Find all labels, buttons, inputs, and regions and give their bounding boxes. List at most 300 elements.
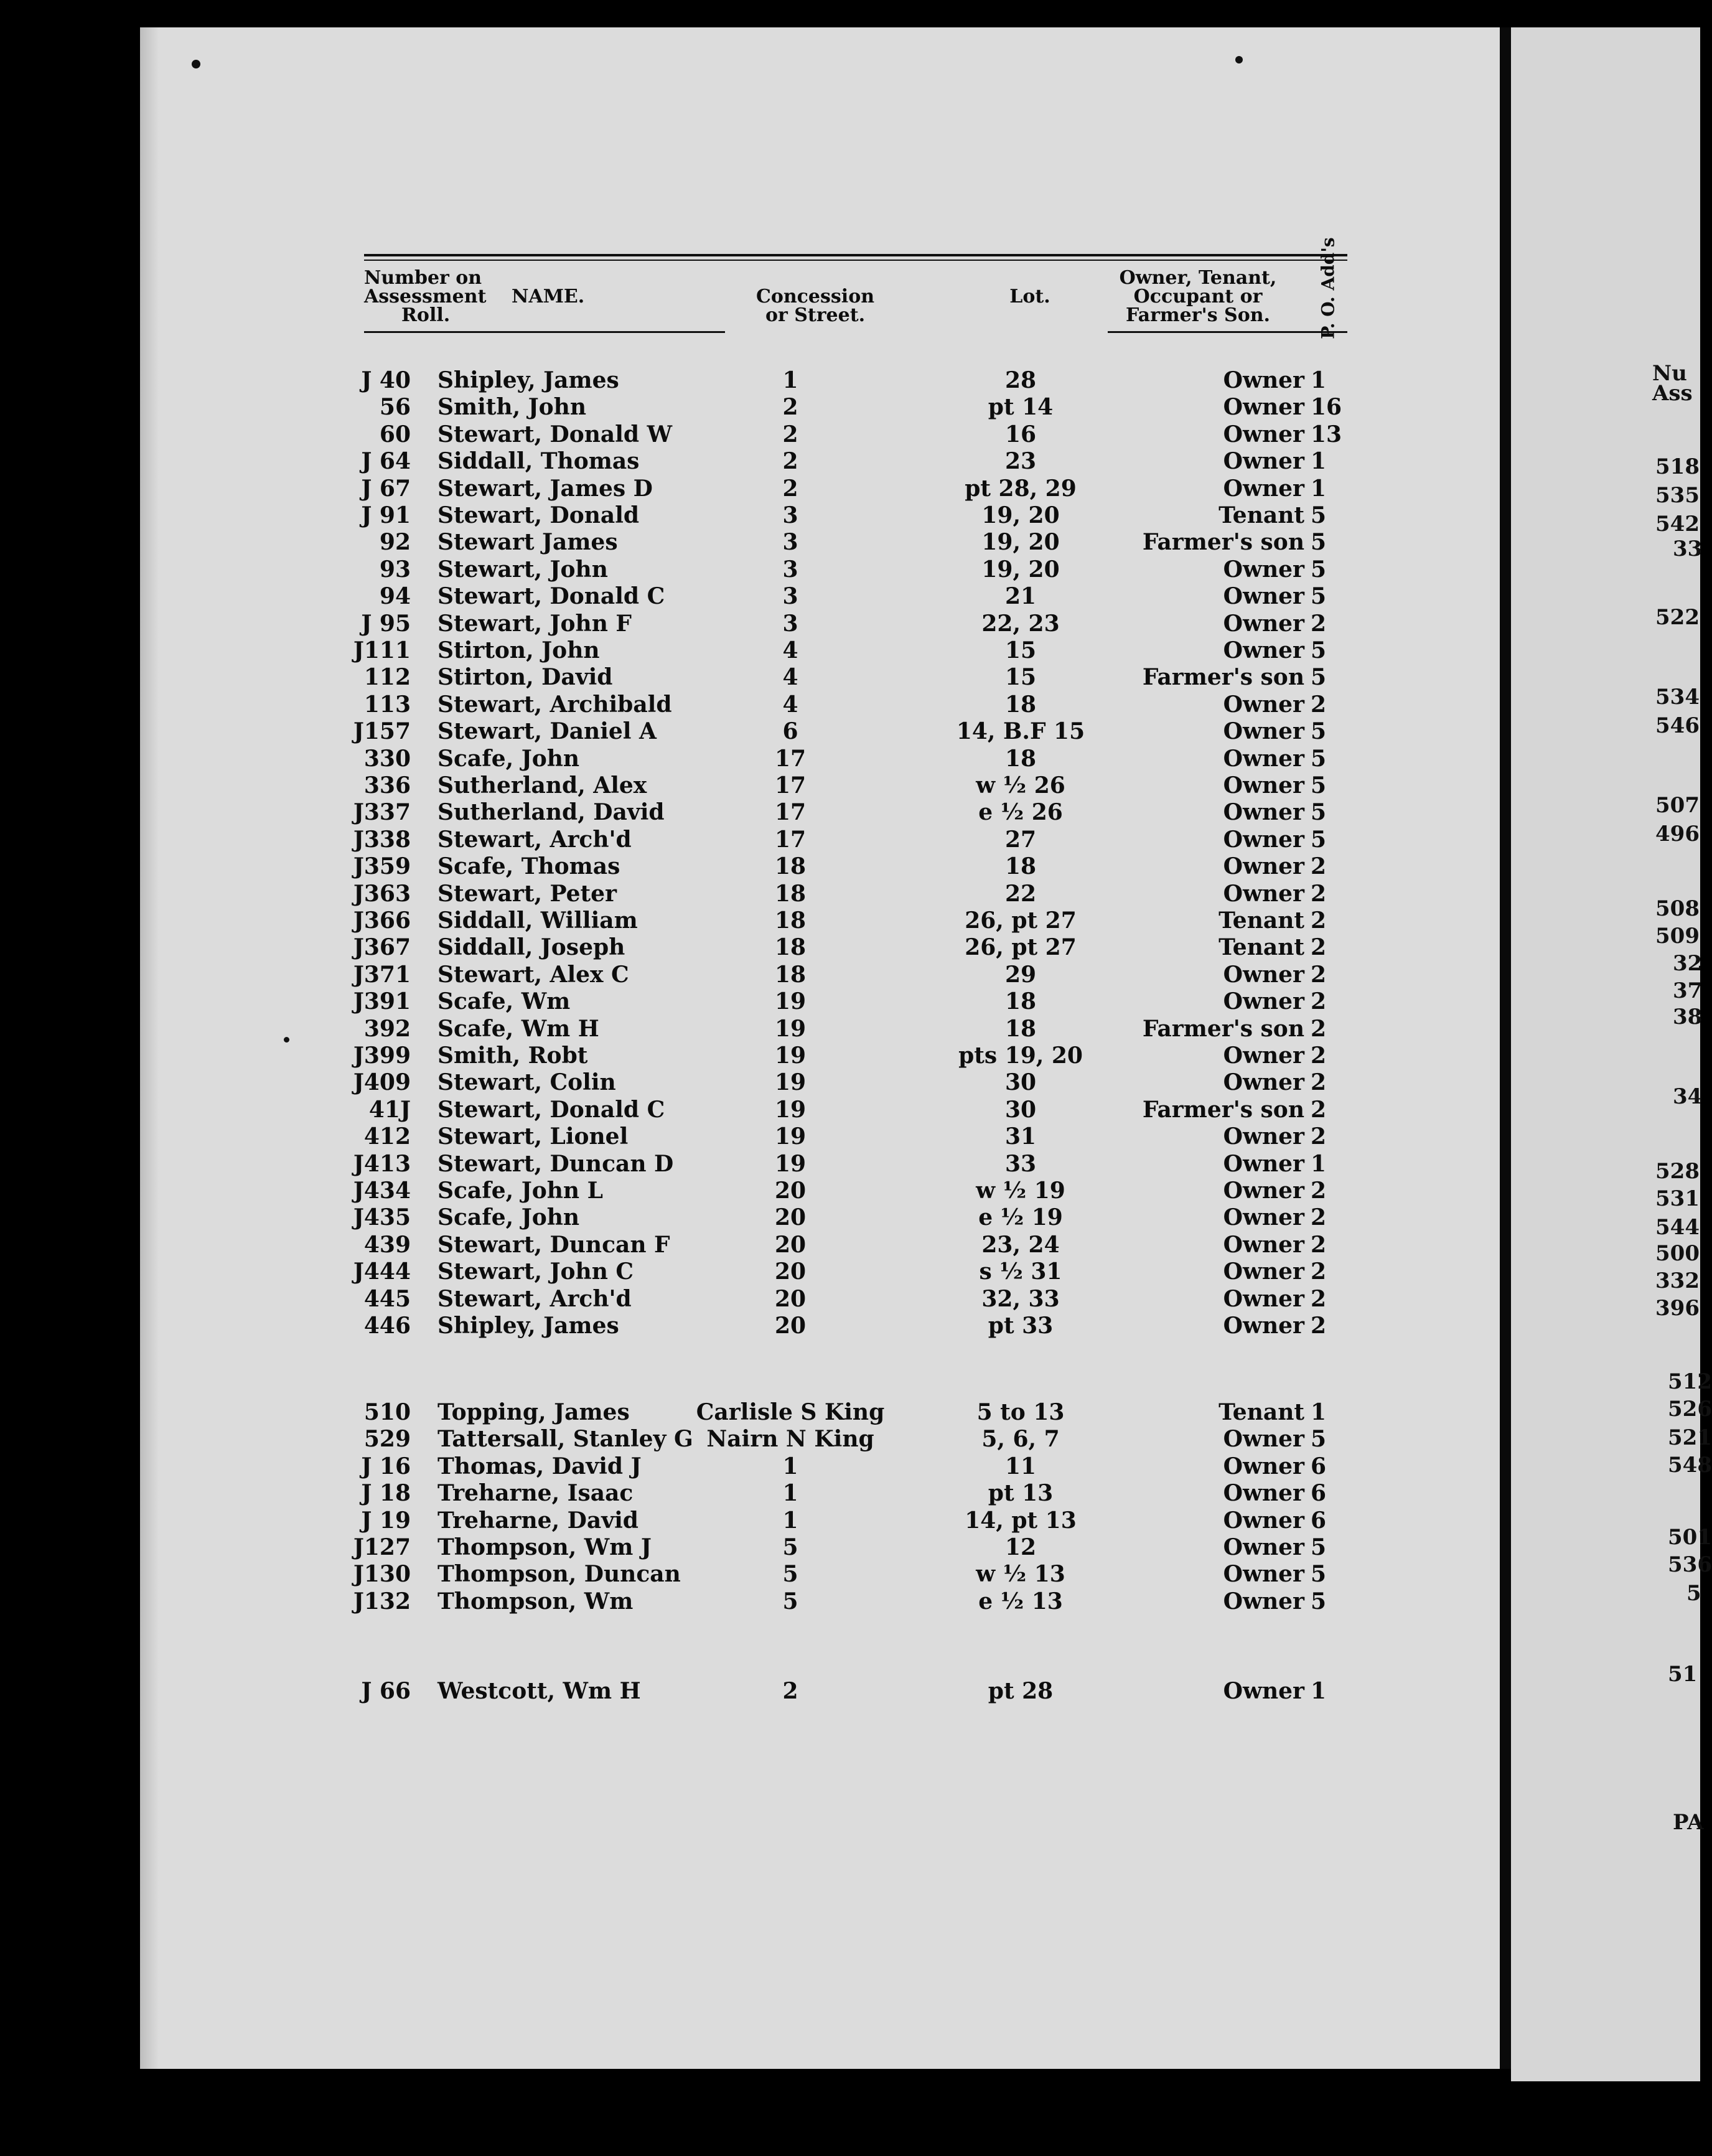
row-lot: 18 [1004, 745, 1037, 772]
row-concession: 20 [774, 1178, 807, 1204]
row-po-address: 2 [1311, 961, 1327, 988]
row-status: Tenant [1219, 1399, 1304, 1425]
adjacent-page-text: 501 [1668, 1525, 1712, 1550]
row-name: Treharne, Isaac [437, 1480, 634, 1507]
row-lot: 12 [1004, 1534, 1037, 1560]
row-lot: pt 13 [988, 1480, 1054, 1507]
row-lot: 21 [1004, 583, 1037, 610]
row-name: Siddall, Joseph [437, 934, 625, 961]
row-name: Smith, Robt [437, 1043, 588, 1069]
row-number: J366 [353, 907, 411, 934]
row-status: Owner [1223, 1313, 1304, 1339]
row-concession: 1 [782, 1453, 798, 1479]
row-name: Stewart, Donald C [437, 1096, 665, 1123]
row-lot: 30 [1004, 1096, 1037, 1123]
row-name: Stirton, John [437, 637, 600, 663]
row-po-address: 2 [1311, 907, 1327, 934]
row-concession: 5 [782, 1534, 798, 1560]
row-concession: 3 [782, 610, 798, 637]
table-row [0, 1507, 1700, 1534]
row-po-address: 5 [1311, 583, 1327, 610]
header-concession-line: Concession [755, 286, 875, 307]
row-name: Stewart, Duncan F [437, 1231, 670, 1258]
row-po-address: 5 [1311, 1534, 1327, 1560]
row-concession: 17 [774, 799, 807, 826]
table-row [0, 529, 1700, 556]
row-status: Owner [1223, 421, 1304, 448]
row-lot: pt 28, 29 [965, 475, 1077, 502]
row-po-address: 2 [1311, 1178, 1327, 1204]
row-po-address: 6 [1311, 1453, 1327, 1479]
row-number: 92 [379, 529, 411, 556]
row-number: J359 [353, 853, 411, 880]
row-po-address: 1 [1311, 367, 1327, 393]
row-status: Owner [1223, 475, 1304, 502]
row-lot: 15 [1004, 664, 1037, 691]
row-concession: 2 [782, 1678, 798, 1704]
row-name: Tattersall, Stanley G [437, 1426, 693, 1453]
adjacent-page-text: 518 [1655, 454, 1700, 479]
row-concession: 5 [782, 1561, 798, 1588]
row-name: Stewart, Peter [437, 880, 617, 907]
row-name: Scafe, Thomas [437, 853, 620, 880]
table-row [0, 421, 1700, 448]
row-po-address: 5 [1311, 664, 1327, 691]
ink-speck [284, 1037, 289, 1043]
row-po-address: 5 [1311, 637, 1327, 663]
header-bottom-rule-right [1108, 331, 1347, 333]
adjacent-page-text: PA [1673, 1810, 1704, 1835]
row-lot: 18 [1004, 988, 1037, 1015]
row-name: Thomas, David J [437, 1453, 642, 1479]
adjacent-page-text: 544 [1655, 1215, 1700, 1240]
row-lot: 14, pt 13 [965, 1507, 1077, 1534]
row-number: 445 [363, 1285, 411, 1312]
adjacent-page-text: 38 [1673, 1005, 1703, 1029]
row-po-address: 2 [1311, 1043, 1327, 1069]
adjacent-page-text: 32 [1673, 951, 1703, 976]
row-number: 529 [363, 1426, 411, 1453]
row-lot: pt 14 [988, 394, 1054, 421]
row-number: J 95 [361, 610, 411, 637]
row-concession: 17 [774, 826, 807, 853]
row-po-address: 2 [1311, 880, 1327, 907]
row-concession: 19 [774, 1096, 807, 1123]
row-number: 510 [363, 1399, 411, 1425]
row-concession: 3 [782, 502, 798, 528]
table-row [0, 746, 1700, 772]
row-status: Owner [1223, 691, 1304, 718]
row-number: 336 [363, 772, 411, 799]
row-concession: 18 [774, 880, 807, 907]
row-name: Westcott, Wm H [437, 1678, 641, 1704]
header-po-address [1288, 237, 1369, 339]
row-number: J337 [353, 799, 411, 826]
row-lot: w ½ 26 [976, 772, 1065, 799]
row-name: Stewart, Daniel A [437, 718, 657, 745]
row-concession: 18 [774, 853, 807, 880]
row-concession: 19 [774, 988, 807, 1015]
ink-speck [192, 60, 200, 68]
table-row [0, 853, 1700, 880]
row-concession: 5 [782, 1588, 798, 1615]
row-status: Farmer's son [1142, 1096, 1304, 1123]
row-name: Scafe, Wm H [437, 1015, 599, 1042]
row-number: J435 [353, 1204, 411, 1231]
row-number: J444 [353, 1258, 411, 1285]
header-bottom-rule [364, 331, 725, 333]
row-concession: 1 [782, 1480, 798, 1507]
row-concession: 18 [774, 934, 807, 961]
row-name: Stewart, Donald W [437, 421, 673, 448]
row-status: Owner [1223, 1150, 1304, 1177]
table-row [0, 448, 1700, 475]
row-number: J409 [353, 1069, 411, 1096]
row-name: Stirton, David [437, 664, 613, 691]
row-name: Siddall, William [437, 907, 638, 934]
row-po-address: 2 [1311, 1204, 1327, 1231]
row-status: Owner [1223, 637, 1304, 663]
row-lot: 28 [1004, 367, 1037, 393]
row-lot: s ½ 31 [979, 1258, 1062, 1285]
row-lot: 19, 20 [981, 529, 1060, 556]
row-lot: 18 [1004, 1015, 1037, 1042]
row-concession: 4 [782, 691, 798, 718]
adjacent-page-text: 521 [1668, 1425, 1712, 1450]
row-lot: 22 [1004, 880, 1037, 907]
row-status: Owner [1223, 718, 1304, 745]
row-number: J 64 [361, 448, 411, 475]
row-lot: 31 [1004, 1123, 1037, 1150]
row-lot: 26, pt 27 [965, 934, 1077, 961]
row-name: Scafe, Wm [437, 988, 571, 1015]
header-owner-line: Farmer's Son. [1126, 304, 1270, 326]
table-row [0, 1313, 1700, 1339]
row-name: Stewart, Duncan D [437, 1150, 674, 1177]
row-concession: 17 [774, 745, 807, 772]
row-number: J391 [353, 988, 411, 1015]
row-status: Owner [1223, 853, 1304, 880]
row-status: Owner [1223, 1507, 1304, 1534]
table-row [0, 718, 1700, 745]
row-lot: 15 [1004, 637, 1037, 663]
row-status: Farmer's son [1142, 1015, 1304, 1042]
row-status: Owner [1223, 1178, 1304, 1204]
row-concession: Carlisle S King [696, 1399, 885, 1425]
adjacent-page-text: 5 [1686, 1581, 1701, 1606]
adjacent-page-text: 37 [1673, 978, 1703, 1003]
row-status: Owner [1223, 610, 1304, 637]
row-name: Stewart, John F [437, 610, 632, 637]
header-po-address-text: P. O. Add's [1318, 237, 1339, 339]
row-concession: 20 [774, 1258, 807, 1285]
row-name: Scafe, John [437, 745, 580, 772]
row-name: Stewart, Arch'd [437, 1285, 632, 1312]
row-name: Scafe, John [437, 1204, 580, 1231]
table-row [0, 1286, 1700, 1313]
table-row [0, 394, 1700, 421]
row-number: J127 [353, 1534, 411, 1560]
adjacent-page-text: 507 [1655, 793, 1700, 818]
table-row [0, 691, 1700, 718]
row-concession: 2 [782, 448, 798, 475]
row-number: 439 [363, 1231, 411, 1258]
row-po-address: 5 [1311, 1588, 1327, 1615]
row-po-address: 5 [1311, 799, 1327, 826]
row-name: Thompson, Wm [437, 1588, 634, 1615]
row-number: J 91 [361, 502, 411, 528]
row-name: Smith, John [437, 394, 587, 421]
row-concession: 20 [774, 1204, 807, 1231]
table-row [0, 1151, 1700, 1178]
header-name: NAME. [512, 286, 585, 307]
row-name: Shipley, James [437, 367, 619, 393]
row-name: Topping, James [437, 1399, 630, 1425]
row-number: J399 [353, 1043, 411, 1069]
header-number-line: Number on [364, 267, 482, 289]
row-number: 60 [379, 421, 411, 448]
adjacent-page-text: 522 [1655, 605, 1700, 630]
row-po-address: 5 [1311, 529, 1327, 556]
row-status: Owner [1223, 1258, 1304, 1285]
row-status: Tenant [1219, 907, 1304, 934]
adjacent-page-text: 542 [1655, 512, 1700, 537]
row-concession: 19 [774, 1043, 807, 1069]
table-row [0, 1678, 1700, 1705]
row-status: Tenant [1219, 502, 1304, 528]
adjacent-page-text: 548 [1668, 1453, 1712, 1478]
row-concession: 4 [782, 664, 798, 691]
row-name: Stewart, James D [437, 475, 653, 502]
table-row [0, 1123, 1700, 1150]
row-lot: w ½ 13 [976, 1561, 1065, 1588]
row-status: Owner [1223, 1534, 1304, 1560]
header-lot: Lot. [1009, 286, 1050, 307]
table-row [0, 1426, 1700, 1453]
row-po-address: 5 [1311, 502, 1327, 528]
row-status: Owner [1223, 1123, 1304, 1150]
row-status: Owner [1223, 1069, 1304, 1096]
row-status: Owner [1223, 799, 1304, 826]
row-po-address: 2 [1311, 610, 1327, 637]
row-po-address: 2 [1311, 1313, 1327, 1339]
row-number: J 67 [361, 475, 411, 502]
row-lot: e ½ 13 [978, 1588, 1063, 1615]
table-row [0, 1480, 1700, 1507]
table-row [0, 637, 1700, 664]
ink-speck [1235, 56, 1243, 63]
table-row [0, 1016, 1700, 1043]
row-status: Farmer's son [1142, 664, 1304, 691]
table-row [0, 1069, 1700, 1096]
table-row [0, 934, 1700, 961]
row-status: Owner [1223, 1231, 1304, 1258]
row-number: J 18 [361, 1480, 411, 1507]
table-row [0, 1588, 1700, 1615]
header-top-rule [364, 254, 1347, 256]
table-row [0, 881, 1700, 907]
row-number: 392 [363, 1015, 411, 1042]
row-lot: 33 [1004, 1150, 1037, 1177]
row-number: J371 [353, 961, 411, 988]
table-row [0, 772, 1700, 799]
row-name: Stewart, Donald C [437, 583, 665, 610]
row-lot: 5 to 13 [976, 1399, 1065, 1425]
row-status: Owner [1223, 988, 1304, 1015]
row-status: Owner [1223, 1426, 1304, 1453]
row-name: Treharne, David [437, 1507, 638, 1534]
row-number: 446 [363, 1313, 411, 1339]
adjacent-page-text: Ass [1652, 381, 1693, 406]
row-po-address: 2 [1311, 853, 1327, 880]
row-name: Stewart James [437, 529, 618, 556]
header-owner-line: Owner, Tenant, [1119, 267, 1277, 289]
row-po-address: 2 [1311, 1123, 1327, 1150]
row-name: Siddall, Thomas [437, 448, 640, 475]
row-po-address: 2 [1311, 988, 1327, 1015]
row-po-address: 1 [1311, 475, 1327, 502]
row-po-address: 16 [1311, 394, 1342, 421]
header-owner [1102, 269, 1294, 325]
adjacent-page-text: 33 [1673, 537, 1703, 561]
row-name: Shipley, James [437, 1313, 619, 1339]
row-concession: 20 [774, 1285, 807, 1312]
row-lot: pts 19, 20 [958, 1043, 1083, 1069]
adjacent-page-text: 536 [1668, 1552, 1712, 1577]
table-row [0, 1453, 1700, 1480]
row-status: Owner [1223, 448, 1304, 475]
row-concession: 3 [782, 583, 798, 610]
row-concession: 2 [782, 394, 798, 421]
header-number-line: Assessment [364, 286, 487, 307]
row-name: Stewart, Arch'd [437, 826, 632, 853]
row-status: Tenant [1219, 934, 1304, 961]
row-po-address: 13 [1311, 421, 1342, 448]
row-lot: e ½ 26 [978, 799, 1063, 826]
row-po-address: 2 [1311, 934, 1327, 961]
table-row [0, 664, 1700, 691]
row-number: 112 [363, 664, 411, 691]
row-concession: Nairn N King [706, 1426, 874, 1453]
row-concession: 19 [774, 1123, 807, 1150]
row-number: J 40 [361, 367, 411, 393]
row-lot: 26, pt 27 [965, 907, 1077, 934]
row-po-address: 2 [1311, 691, 1327, 718]
row-po-address: 6 [1311, 1507, 1327, 1534]
table-row [0, 476, 1700, 502]
row-po-address: 1 [1311, 1678, 1327, 1704]
row-concession: 17 [774, 772, 807, 799]
row-po-address: 5 [1311, 826, 1327, 853]
row-status: Owner [1223, 367, 1304, 393]
adjacent-page-text: 531 [1655, 1186, 1700, 1211]
row-concession: 2 [782, 475, 798, 502]
table-row [0, 1043, 1700, 1069]
row-po-address: 2 [1311, 1231, 1327, 1258]
row-concession: 19 [774, 1150, 807, 1177]
row-lot: 19, 20 [981, 556, 1060, 583]
table-row [0, 583, 1700, 610]
row-concession: 6 [782, 718, 798, 745]
row-number: 330 [363, 745, 411, 772]
row-concession: 19 [774, 1015, 807, 1042]
adjacent-page-text: 512 [1668, 1369, 1712, 1394]
row-number: J111 [353, 637, 411, 663]
row-po-address: 1 [1311, 1150, 1327, 1177]
row-po-address: 5 [1311, 1426, 1327, 1453]
row-status: Owner [1223, 772, 1304, 799]
adjacent-page-text: Nu [1652, 361, 1687, 386]
row-number: 41J [368, 1096, 411, 1123]
row-po-address: 2 [1311, 1069, 1327, 1096]
row-po-address: 5 [1311, 718, 1327, 745]
table-row [0, 1204, 1700, 1231]
row-name: Thompson, Duncan [437, 1561, 681, 1588]
row-number: J157 [353, 718, 411, 745]
row-lot: 18 [1004, 853, 1037, 880]
table-row [0, 1232, 1700, 1258]
row-number: J 19 [361, 1507, 411, 1534]
row-name: Stewart, Donald [437, 502, 640, 528]
row-number: J132 [353, 1588, 411, 1615]
row-po-address: 2 [1311, 1096, 1327, 1123]
row-lot: 27 [1004, 826, 1037, 853]
row-lot: 16 [1004, 421, 1037, 448]
row-number: J367 [353, 934, 411, 961]
adjacent-page-text: 500 [1655, 1241, 1700, 1266]
row-concession: 18 [774, 907, 807, 934]
row-status: Owner [1223, 1043, 1304, 1069]
row-status: Owner [1223, 1588, 1304, 1615]
row-number: J413 [353, 1150, 411, 1177]
row-status: Owner [1223, 1453, 1304, 1479]
row-name: Stewart, Alex C [437, 961, 629, 988]
row-po-address: 5 [1311, 745, 1327, 772]
row-po-address: 2 [1311, 1015, 1327, 1042]
row-status: Owner [1223, 1678, 1304, 1704]
row-status: Owner [1223, 583, 1304, 610]
header-owner-line: Occupant or [1133, 286, 1263, 307]
table-row [0, 962, 1700, 988]
row-status: Owner [1223, 1285, 1304, 1312]
adjacent-page-text: 535 [1655, 483, 1700, 508]
table-row [0, 799, 1700, 826]
row-number: J434 [353, 1178, 411, 1204]
row-status: Owner [1223, 1204, 1304, 1231]
table-row [0, 502, 1700, 529]
row-lot: pt 33 [988, 1313, 1054, 1339]
row-concession: 1 [782, 1507, 798, 1534]
header-top-rule-thin [364, 260, 1347, 261]
row-number: 56 [379, 394, 411, 421]
row-number: 94 [379, 583, 411, 610]
row-po-address: 1 [1311, 448, 1327, 475]
adjacent-page-text: 332 [1655, 1268, 1700, 1293]
row-number: 93 [379, 556, 411, 583]
row-status: Owner [1223, 1561, 1304, 1588]
row-number: J363 [353, 880, 411, 907]
table-row [0, 367, 1700, 394]
row-lot: 29 [1004, 961, 1037, 988]
table-row [0, 611, 1700, 637]
row-lot: w ½ 19 [976, 1178, 1065, 1204]
row-po-address: 1 [1311, 1399, 1327, 1425]
table-row [0, 1399, 1700, 1426]
row-number: J 66 [361, 1678, 411, 1704]
row-concession: 3 [782, 529, 798, 556]
row-po-address: 5 [1311, 772, 1327, 799]
adjacent-page-text: 496 [1655, 822, 1700, 846]
